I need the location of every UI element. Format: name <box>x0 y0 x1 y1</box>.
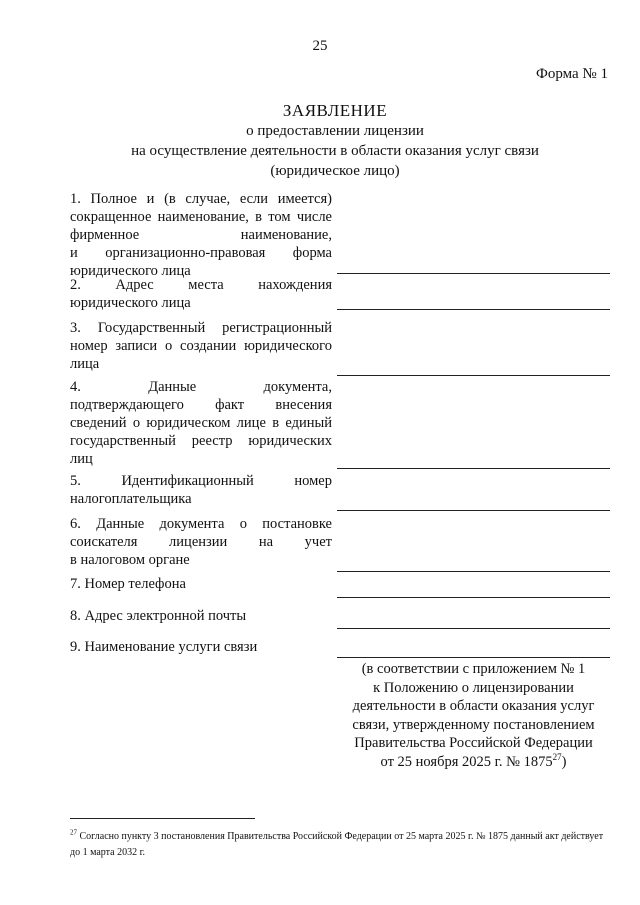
answer-line-tax-id[interactable] <box>337 510 610 511</box>
field-line: юридического лица <box>70 295 191 311</box>
field-line: 5. Идентификационный номер <box>70 473 332 489</box>
field-line: номер записи о создании юридического <box>70 338 332 354</box>
field-line: 1. Полное и (в случае, если имеется) <box>70 191 332 207</box>
title-line-2: на осуществление деятельности в области оказания услуг связи <box>131 143 539 159</box>
title-line-1: о предоставлении лицензии <box>246 123 424 139</box>
field-line: в налоговом органе <box>70 552 190 568</box>
field-line: лица <box>70 356 100 372</box>
field-line: налогоплательщика <box>70 491 192 507</box>
field-line: лиц <box>70 451 93 467</box>
service-note <box>337 660 610 771</box>
form-label: Форма № 1 <box>536 66 608 82</box>
field-registration-number <box>70 319 332 373</box>
note-line: (в соответствии с приложением № 1 <box>361 661 586 677</box>
field-line: фирменное наименование, <box>70 227 332 243</box>
field-line: 2. Адрес места нахождения <box>70 277 332 293</box>
field-address <box>70 276 332 312</box>
footnote <box>70 829 615 861</box>
field-line: и организационно-правовая форма <box>70 245 332 261</box>
field-line: соискателя лицензии на учет <box>70 534 332 550</box>
page-number: 25 <box>312 38 328 54</box>
footnote-text: Согласно пункту 3 постановления Правительства Российской Федерации от 25 марта 2025 г. № 1875 данный акт действует до 1 марта 2032 г. <box>70 831 604 858</box>
field-line: подтверждающего факт внесения <box>70 397 332 413</box>
answer-line-email[interactable] <box>337 628 610 629</box>
note-line: к Положению о лицензировании <box>373 679 574 696</box>
answer-line-registry-document[interactable] <box>337 468 610 469</box>
note-line: связи, утвержденному постановлением <box>352 716 595 733</box>
note-line-last <box>337 753 610 772</box>
note-close-paren: ) <box>561 753 567 770</box>
field-line: юридического лица <box>70 263 191 279</box>
answer-line-phone[interactable] <box>337 597 610 598</box>
field-full-name <box>70 190 332 280</box>
footnote-mark: 27 <box>70 828 77 837</box>
field-line: 7. Номер телефона <box>70 576 186 592</box>
field-tax-id <box>70 472 332 508</box>
note-line: деятельности в области оказания услуг <box>352 698 595 714</box>
note-line: Правительства Российской Федерации <box>354 735 593 751</box>
note-last-text: от 25 ноября 2025 г. № 1875 <box>380 753 553 770</box>
field-line: государственный реестр юридических <box>70 433 332 449</box>
answer-line-full-name[interactable] <box>337 273 610 274</box>
footnote-divider <box>70 818 255 819</box>
field-line: сведений о юридическом лице в единый <box>70 415 332 431</box>
field-line: 6. Данные документа о постановке <box>70 516 332 532</box>
field-phone <box>70 575 332 593</box>
field-service-name <box>70 638 332 656</box>
title-line-3: (юридическое лицо) <box>270 163 400 179</box>
answer-line-address[interactable] <box>337 309 610 310</box>
field-line: 8. Адрес электронной почты <box>70 608 247 624</box>
answer-line-registration-number[interactable] <box>337 375 610 376</box>
field-line: 3. Государственный регистрационный <box>70 320 332 336</box>
answer-line-tax-registration[interactable] <box>337 571 610 572</box>
footnote-reference[interactable]: 27 <box>552 751 562 762</box>
field-line: сокращенное наименование, в том числе <box>70 209 332 225</box>
field-email <box>70 607 332 625</box>
answer-line-service-name[interactable] <box>337 657 610 658</box>
field-line: 9. Наименование услуги связи <box>70 639 258 655</box>
document-title <box>90 101 580 181</box>
title-main: ЗАЯВЛЕНИЕ <box>282 101 388 120</box>
field-registry-document <box>70 378 332 468</box>
field-line: 4. Данные документа, <box>70 379 332 395</box>
field-tax-registration <box>70 515 332 569</box>
